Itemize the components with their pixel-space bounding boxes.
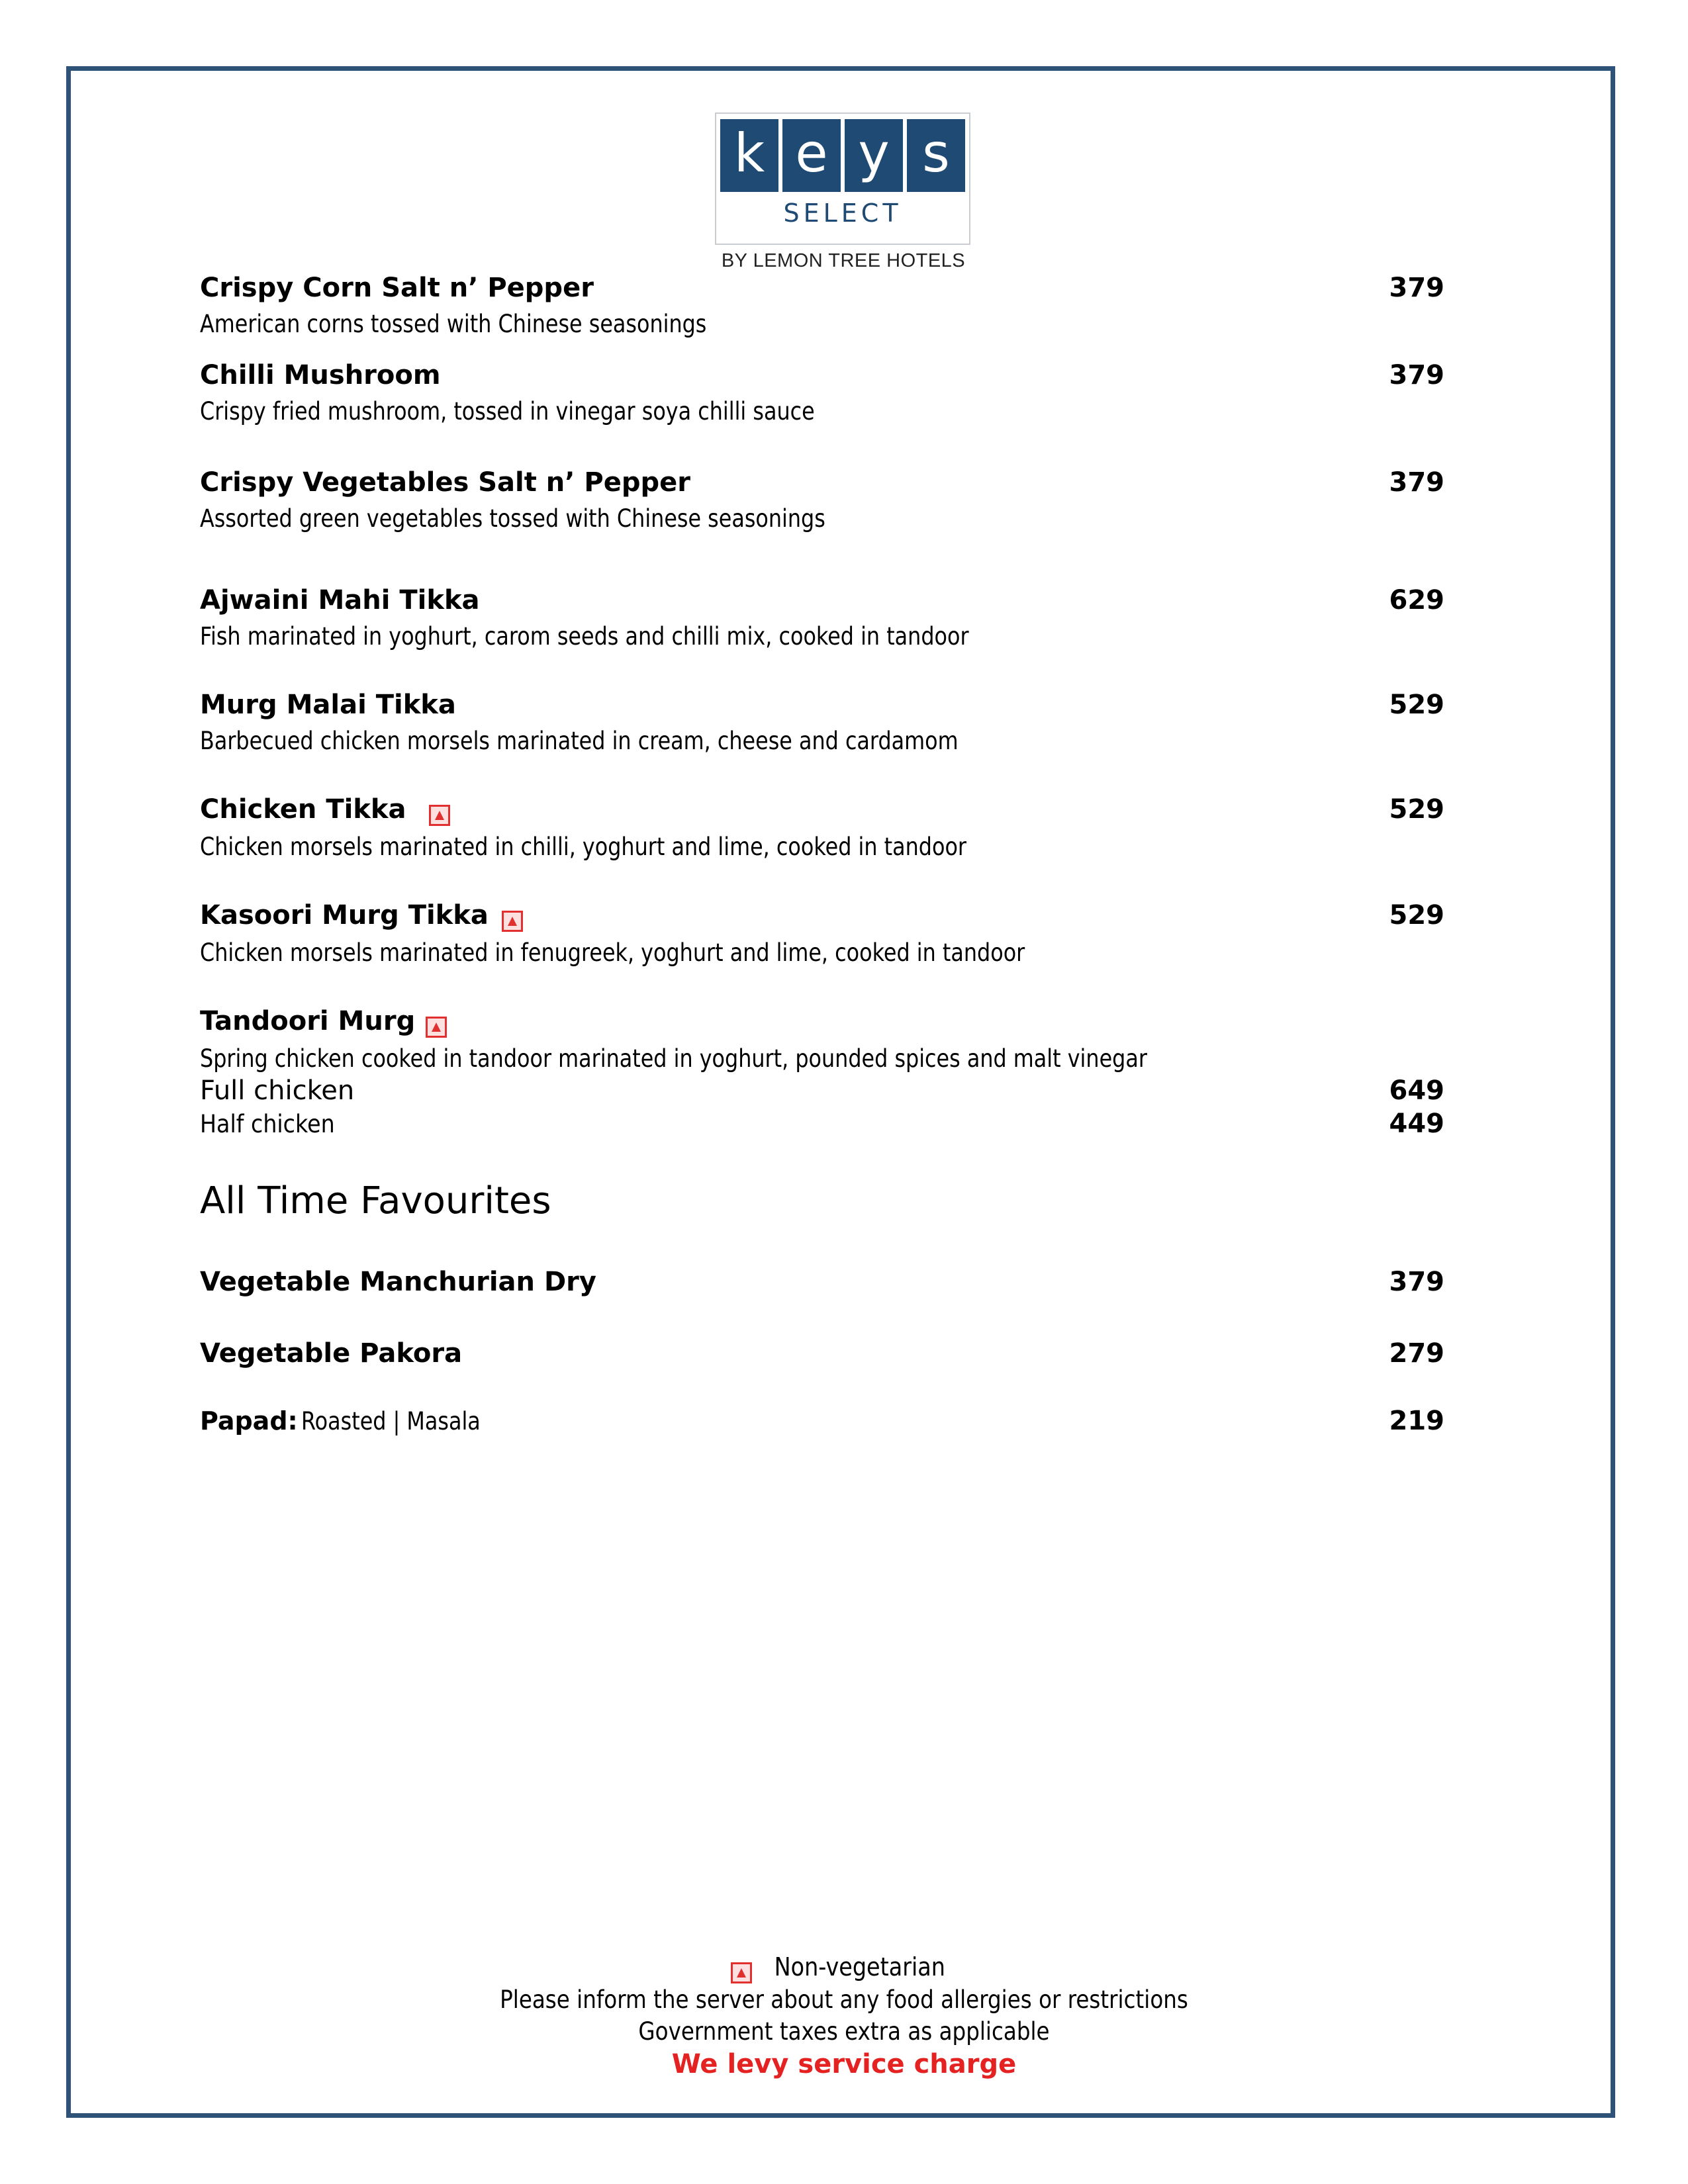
item-name: Chilli Mushroom	[200, 360, 441, 390]
item-price: 629	[1389, 585, 1444, 615]
item-price: 529	[1389, 794, 1444, 825]
item-price: 279	[1389, 1338, 1444, 1369]
item-price: 379	[1389, 1267, 1444, 1297]
item-name: Crispy Vegetables Salt n’ Pepper	[200, 467, 690, 498]
logo-letter: k	[720, 119, 778, 192]
item-name: Tandoori Murg	[200, 1006, 416, 1036]
non-veg-icon	[731, 1962, 752, 1983]
footer-taxes-row	[0, 2017, 1688, 2046]
menu-item	[200, 794, 1444, 861]
logo-box	[715, 113, 970, 245]
item-description: Fish marinated in yoghurt, carom seeds and chilli mix, cooked in tandoor	[200, 622, 969, 651]
item-description: Barbecued chicken morsels marinated in cream, cheese and cardamom	[200, 727, 959, 755]
item-name: Kasoori Murg Tikka	[200, 900, 489, 931]
footer-allergy-row	[0, 1985, 1688, 2014]
keys-select-logo	[715, 113, 972, 272]
item-price: 379	[1389, 467, 1444, 498]
menu-item	[200, 360, 1444, 426]
menu-item	[200, 900, 1444, 967]
item-name: Chicken Tikka	[200, 794, 406, 825]
item-price: 219	[1389, 1406, 1444, 1436]
menu-item-papad	[200, 1406, 1444, 1436]
item-price: 529	[1389, 900, 1444, 931]
item-description: Assorted green vegetables tossed with Chinese seasonings	[200, 504, 825, 533]
papad-options: Roasted | Masala	[301, 1407, 481, 1435]
papad-label: Papad:	[200, 1406, 298, 1435]
menu-item	[200, 467, 1444, 533]
item-price: 379	[1389, 273, 1444, 303]
allergy-note: Please inform the server about any food allergies or restrictions	[500, 1985, 1188, 2014]
variant-price: 649	[1389, 1075, 1444, 1106]
non-veg-icon	[502, 911, 523, 932]
item-description: Chicken morsels marinated in fenugreek, yoghurt and lime, cooked in tandoor	[200, 938, 1025, 967]
variant-label: Half chicken	[200, 1109, 335, 1138]
item-name: Crispy Corn Salt n’ Pepper	[200, 273, 594, 303]
non-veg-icon	[429, 805, 450, 826]
non-veg-icon	[426, 1017, 447, 1038]
menu-item	[200, 1338, 1444, 1369]
menu-item	[200, 273, 1444, 338]
menu-item	[200, 1267, 1444, 1297]
menu-item	[200, 690, 1444, 755]
item-price: 529	[1389, 690, 1444, 720]
variant-price: 449	[1389, 1108, 1444, 1139]
item-name: Murg Malai Tikka	[200, 690, 456, 720]
taxes-note: Government taxes extra as applicable	[638, 2017, 1050, 2046]
footer-legend	[0, 1952, 1688, 1983]
item-price: 379	[1389, 360, 1444, 390]
item-description: Chicken morsels marinated in chilli, yoghurt and lime, cooked in tandoor	[200, 832, 967, 861]
variant-label: Full chicken	[200, 1075, 355, 1106]
item-name: Ajwaini Mahi Tikka	[200, 585, 480, 615]
menu-item	[200, 585, 1444, 651]
logo-select: SELECT	[783, 199, 902, 228]
item-description: Crispy fried mushroom, tossed in vinegar soya chilli sauce	[200, 397, 815, 426]
item-name: Vegetable Manchurian Dry	[200, 1267, 596, 1297]
menu-item-tandoori	[200, 1006, 1444, 1139]
item-name: Vegetable Pakora	[200, 1338, 463, 1369]
footer-service-row	[0, 2049, 1688, 2079]
item-description: Spring chicken cooked in tandoor marinated in yoghurt, pounded spices and malt vinegar	[200, 1044, 1147, 1073]
item-description: American corns tossed with Chinese seasonings	[200, 310, 707, 338]
logo-letter: s	[907, 119, 965, 192]
section-title: All Time Favourites	[200, 1179, 551, 1222]
logo-byline: BY LEMON TREE HOTELS	[721, 250, 966, 271]
legend-text: Non-vegetarian	[774, 1952, 946, 1981]
logo-letter: y	[845, 119, 903, 192]
logo-letter: e	[782, 119, 841, 192]
service-charge-note: We levy service charge	[671, 2049, 1017, 2079]
